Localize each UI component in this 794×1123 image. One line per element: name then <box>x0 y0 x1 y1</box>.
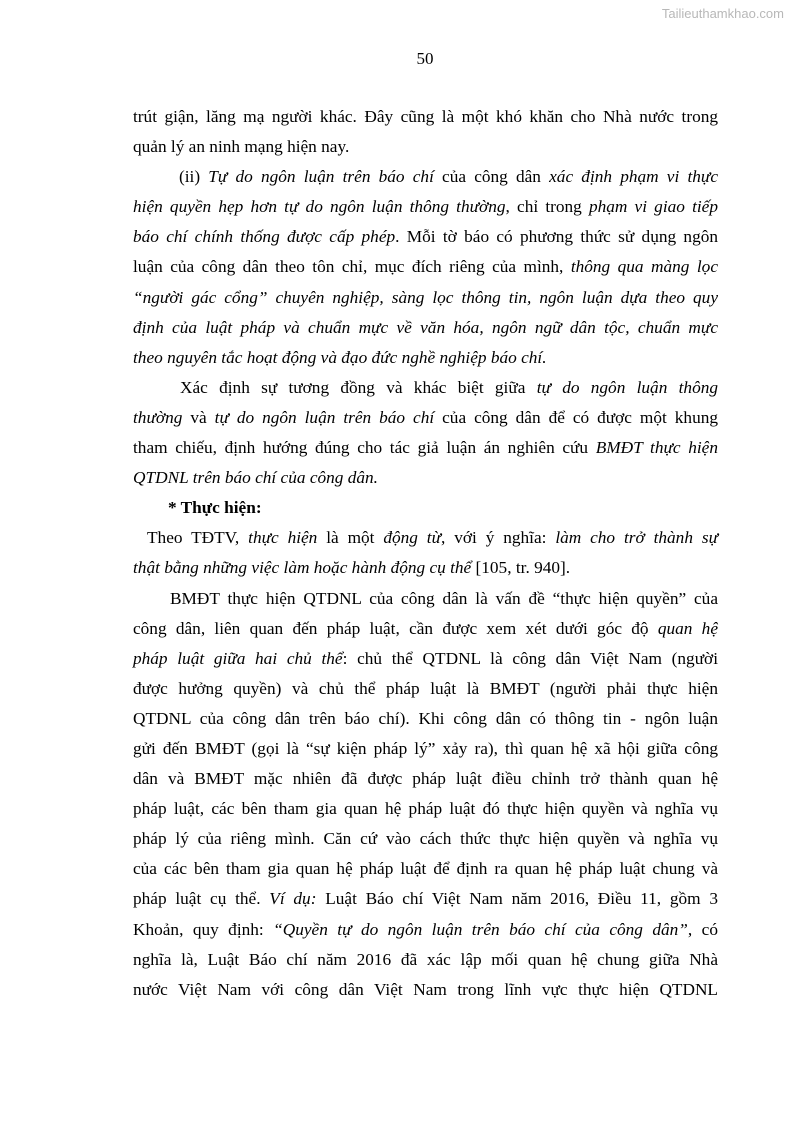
italic-text: thực hiện <box>248 528 318 548</box>
italic-text: “Quyền tự do ngôn luận trên báo chí của công dân” <box>273 919 688 939</box>
italic-text: Ví dụ: <box>269 889 317 909</box>
italic-text: thường <box>133 407 183 427</box>
text-span: tham chiếu, định hướng đúng cho tác giả luận án nghiên cứu <box>133 438 596 458</box>
text-line <box>133 102 718 132</box>
text-span: Xác định sự tương đồng và khác biệt giữa <box>180 377 537 397</box>
text-span: , có <box>687 919 718 939</box>
text-line <box>133 824 718 854</box>
text-span: Luật Báo chí Việt Nam năm 2016, Điều 11, gồm 3 <box>316 889 718 909</box>
italic-text: QTDNL trên báo chí của công dân. <box>133 468 378 488</box>
text-line <box>133 794 718 824</box>
text-span: , với ý nghĩa: <box>441 528 556 548</box>
text-line <box>133 493 718 523</box>
body-text <box>133 102 718 1005</box>
page-number: 50 <box>416 49 434 68</box>
text-span: của công dân để có được một khung <box>434 407 718 427</box>
italic-text: Tự do ngôn luận trên báo chí <box>208 167 434 187</box>
italic-text: tự do ngôn luận trên báo chí <box>214 407 435 427</box>
text-span: . Mỗi tờ báo có phương thức sử dụng ngôn <box>395 227 718 247</box>
italic-text: phạm vi giao tiếp <box>588 197 718 217</box>
text-span: và <box>182 407 215 427</box>
text-line <box>133 343 718 373</box>
text-line <box>133 644 718 674</box>
watermark: Tailieuthamkhao.com <box>661 6 784 21</box>
italic-text: hiện quyền hẹp hơn tự do ngôn luận thông thường <box>133 197 506 217</box>
text-span: , chỉ trong <box>505 197 589 217</box>
text-span: nước Việt Nam với công dân Việt Nam trong lĩnh vực thực hiện QTDNL <box>133 979 718 999</box>
text-line <box>133 614 718 644</box>
text-span: pháp luật, các bên tham gia quan hệ pháp luật đó thực hiện quyền và nghĩa vụ <box>133 799 718 819</box>
text-line <box>133 192 718 222</box>
text-line <box>133 674 718 704</box>
text-span: nghĩa là, Luật Báo chí năm 2016 đã xác lập mối quan hệ chung giữa Nhà <box>133 949 718 969</box>
text-line <box>133 252 718 282</box>
text-line <box>133 764 718 794</box>
text-line <box>133 553 718 583</box>
italic-text: thật bằng những việc làm hoặc hành động cụ thể <box>133 558 472 578</box>
text-line <box>133 584 718 614</box>
text-span: công dân, liên quan đến pháp luật, cần được xem xét dưới góc độ <box>133 618 658 638</box>
text-span: BMĐT thực hiện QTDNL của công dân là vấn đề “thực hiện quyền” của <box>170 588 718 608</box>
text-line <box>133 373 718 403</box>
text-span: * Thực hiện: <box>168 498 262 518</box>
italic-text: xác định phạm vi thực <box>549 167 718 187</box>
text-line <box>133 734 718 764</box>
italic-text: theo nguyên tắc hoạt động và đạo đức nghề nghiệp báo chí. <box>133 347 547 367</box>
text-line <box>133 704 718 734</box>
text-line <box>133 975 718 1005</box>
italic-text: tự do ngôn luận thông <box>536 377 718 397</box>
text-line <box>133 463 718 493</box>
text-span: được hưởng quyền) và chủ thể pháp luật là BMĐT (người phải thực hiện <box>133 678 718 698</box>
text-line <box>133 313 718 343</box>
italic-text: pháp luật giữa hai chủ thể <box>133 648 343 668</box>
text-span: : chủ thể QTDNL là công dân Việt Nam (người <box>342 648 718 668</box>
italic-text: động từ <box>383 528 442 548</box>
text-line <box>133 222 718 252</box>
text-span: là một <box>317 528 384 548</box>
text-line <box>133 433 718 463</box>
text-line <box>133 283 718 313</box>
text-span: quản lý an ninh mạng hiện nay. <box>133 137 350 157</box>
text-span: (ii) <box>179 167 209 187</box>
text-line <box>133 523 718 553</box>
text-span: trút giận, lăng mạ người khác. Đây cũng là một khó khăn cho Nhà nước trong <box>133 107 718 126</box>
text-span: Khoản, quy định: <box>133 919 274 939</box>
italic-text: định của luật pháp và chuẩn mực về văn hóa, ngôn ngữ dân tộc, chuẩn mực <box>133 317 718 337</box>
italic-text: làm cho trở thành sự <box>555 528 718 548</box>
italic-text: báo chí chính thống được cấp phép <box>133 227 396 247</box>
text-line <box>133 945 718 975</box>
text-line <box>133 915 718 945</box>
text-span: QTDNL của công dân trên báo chí). Khi công dân có thông tin - ngôn luận <box>133 708 718 728</box>
text-span: Theo TĐTV, <box>147 528 249 548</box>
text-span: gửi đến BMĐT (gọi là “sự kiện pháp lý” xảy ra), thì quan hệ xã hội giữa công <box>133 738 718 758</box>
text-span: dân và BMĐT mặc nhiên đã được pháp luật điều chỉnh trở thành quan hệ <box>133 769 718 789</box>
italic-text: thông qua màng lọc <box>570 257 718 277</box>
text-line <box>133 162 718 192</box>
text-span: luận của công dân theo tôn chỉ, mục đích riêng của mình, <box>133 257 571 277</box>
text-span: pháp luật cụ thể. <box>133 889 270 909</box>
italic-text: BMĐT thực hiện <box>595 438 718 458</box>
text-span: [105, tr. 940]. <box>471 558 571 578</box>
italic-text: “người gác cổng” chuyên nghiệp, sàng lọc thông tin, ngôn luận dựa theo quy <box>133 287 718 307</box>
text-span: pháp lý của riêng mình. Căn cứ vào cách thức thực hiện quyền và nghĩa vụ <box>133 829 718 849</box>
text-span: của các bên tham gia quan hệ pháp luật để định ra quan hệ pháp luật chung và <box>133 859 718 879</box>
text-line <box>133 884 718 914</box>
text-span: của công dân <box>433 167 550 187</box>
text-line <box>133 132 718 162</box>
text-line <box>133 403 718 433</box>
text-line <box>133 854 718 884</box>
italic-text: quan hệ <box>657 618 718 638</box>
